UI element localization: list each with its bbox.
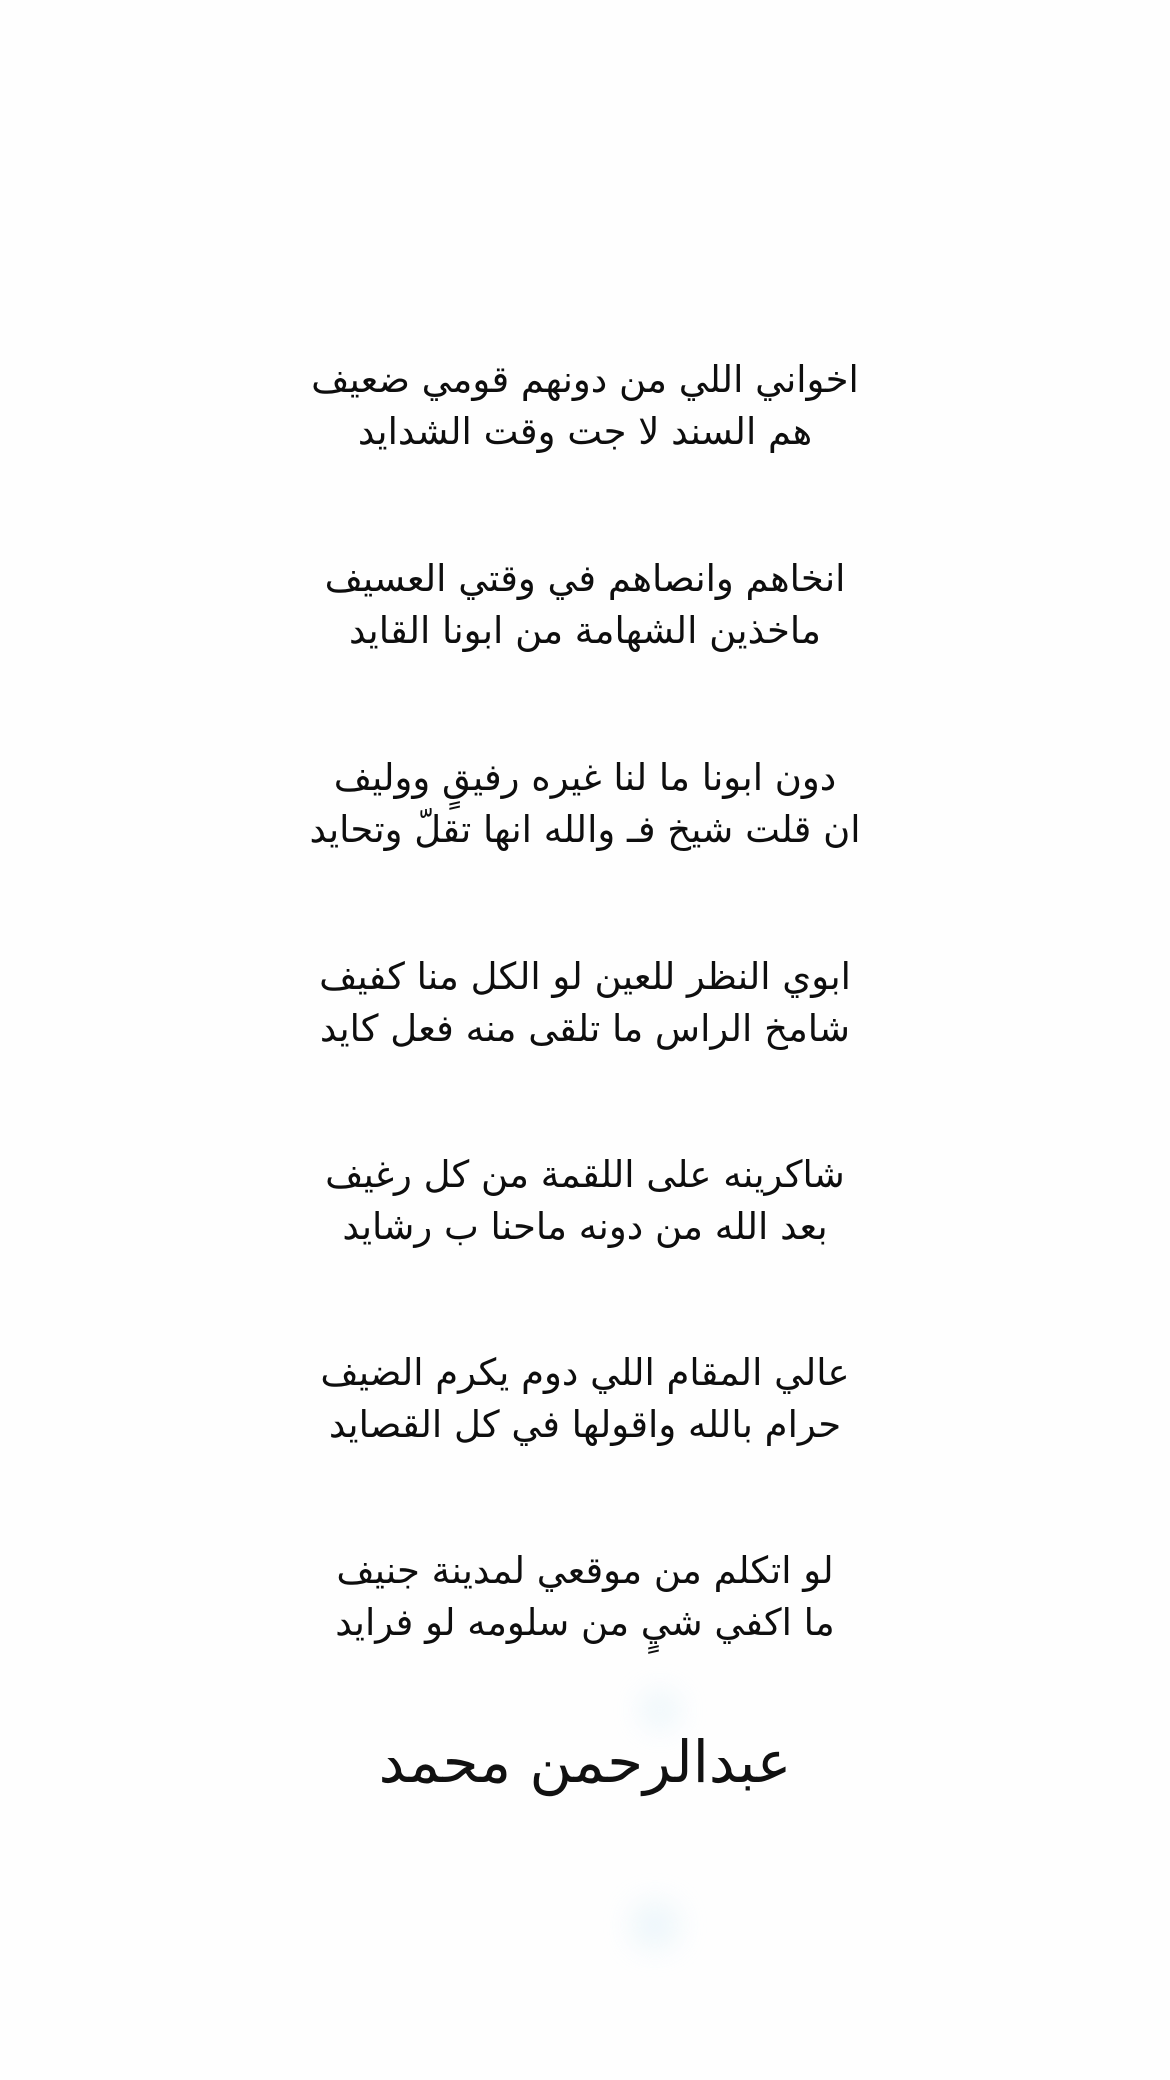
stanza-line: ما اكفي شيٍ من سلومه لو فرايد [335,1601,835,1644]
stanza-line: لو اتكلم من موقعي لمدينة جنيف [336,1549,834,1592]
stanza-line: بعد الله من دونه ماحنا ب رشايد [342,1205,828,1248]
stanza-line: عالي المقام اللي دوم يكرم الضيف [320,1351,850,1394]
stanza-line: شامخ الراس ما تلقى منه فعل كايد [319,1007,851,1050]
stanza-line: ان قلت شيخ فـ والله انها تقلّ وتحايد [309,808,861,851]
author-signature: عبدالرحمن محمد [378,1728,792,1796]
stanza-line: هم السند لا جت وقت الشدايد [357,410,813,453]
stanza-line: اخواني اللي من دونهم قومي ضعيف [311,358,859,401]
stanza-line: ماخذين الشهامة من ابونا القايد [349,609,821,652]
stanza-2 [0,553,1170,657]
stanza-7 [0,1545,1170,1649]
stanza-3 [0,752,1170,856]
stanza-line: ابوي النظر للعين لو الكل منا كفيف [319,955,851,998]
stanza-line: شاكرينه على اللقمة من كل رغيف [325,1153,845,1196]
stanza-line: انخاهم وانصاهم في وقتي العسيف [324,557,846,600]
stanza-line: دون ابونا ما لنا غيره رفيقٍ ووليف [333,756,837,799]
stanza-line: حرام بالله واقولها في كل القصايد [328,1403,842,1446]
stanza-5 [0,1149,1170,1253]
stanza-4 [0,951,1170,1055]
glow-mark [630,1900,680,1950]
stanza-6 [0,1347,1170,1451]
stanza-1 [0,354,1170,458]
